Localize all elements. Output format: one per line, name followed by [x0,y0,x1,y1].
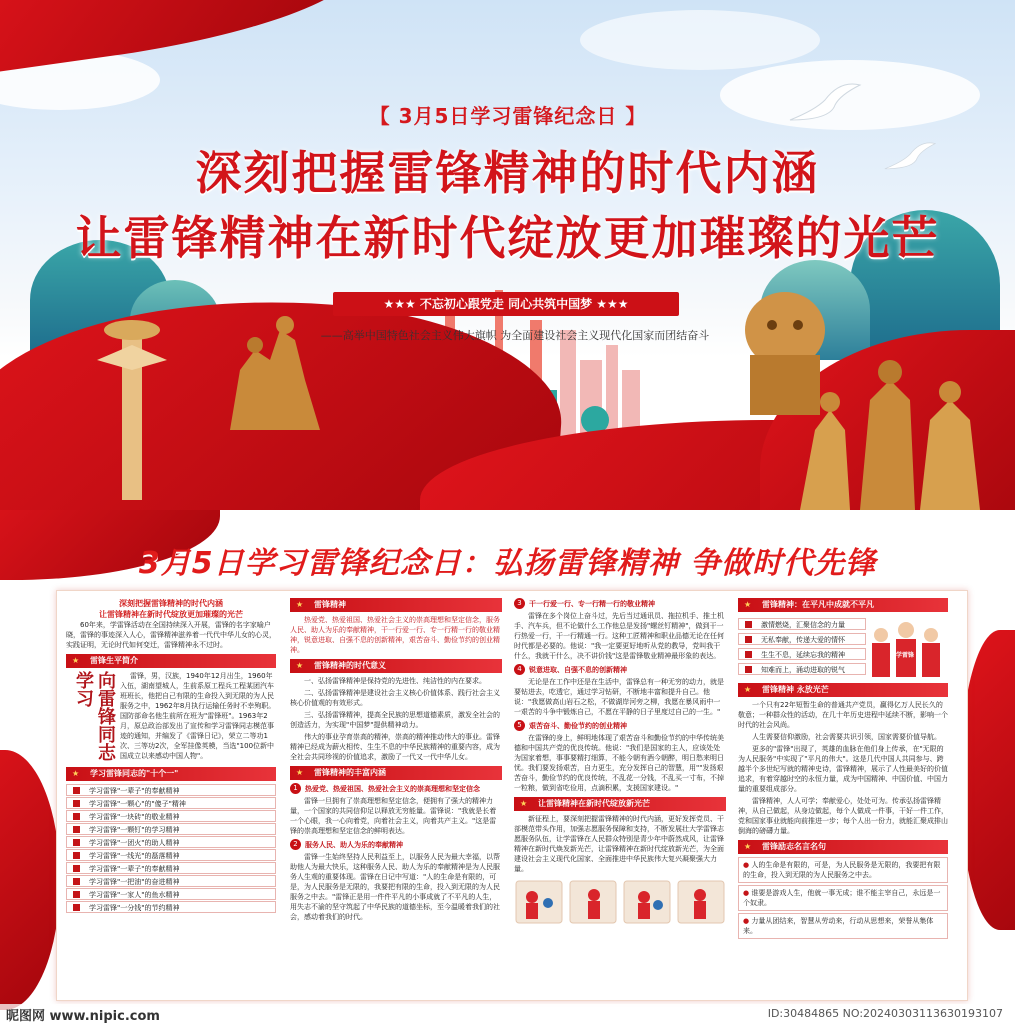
event-tag: 【 3月5日学习雷锋纪念日 】 [369,104,647,128]
banner-subline: ——高举中国特色社会主义伟大旗帜 为全面建设社会主义现代化国家而团结奋斗 [320,329,710,342]
intro-text: 60年来，学雷锋活动在全国持续深入开展，雷锋的名字家喻户晓，雷锋的事迹深入人心，雷锋精神滋养着一代代中华儿女的心灵，实践证明，无论时代如何变迁，雷锋精神永不过时。 [66,621,276,649]
list-item: 学习雷锋"一分钱"的节约精神 [66,901,276,913]
significance-text: 伟大的事业孕育崇高的精神，崇高的精神推动伟大的事业。雷锋精神已经成为薪火相传、生生不息的中华民族精神的重要内容，成为全社会共同珍视的价值追求，激励了一代又一代中华儿女。 [290,733,500,761]
intro-title: 深刻把握雷锋精神的时代内涵 让雷锋精神在新时代绽放更加璀璨的光芒 [99,599,243,619]
huabiao-column-illustration [92,300,172,500]
significance-3: 三、弘扬雷锋精神，提高全民族的思想道德素质，激发全社会的创造活力，为实现"中国梦"提供精神动力。 [290,711,500,729]
list-item: 学习雷锋"一家人"的鱼水精神 [66,888,276,900]
list-item: 学习雷锋"一团火"的助人精神 [66,836,276,848]
banner-title-line2: 让雷锋精神在新时代绽放更加璀璨的光芒 [75,211,940,265]
section-header-new-era: ★ 让雷锋精神在新时代绽放新光芒 [514,797,726,811]
shine-text-3: 更多的"雷锋"出现了，英雄的血脉在他们身上传承，在"无限的为人民服务"中实现了"平凡的伟大"。这是几代中国人共同参与、跨越半个多世纪写就的精神史诗，雷锋精神，展示了人性最美好的价值追求，有着穿越时空的永恒力量，成为中国精神、中国价值、中国力量的重要组成部分。 [738,745,948,793]
column-1 [66,598,276,914]
section-header-significance: ★ 雷锋精神的时代意义 [290,659,502,673]
dove-icon [785,80,865,130]
watermark-right: ID:30484865 NO:20240303113630193107 [767,1007,1003,1020]
ten-list [66,784,276,913]
red-ribbon-decoration [0,750,60,1010]
numbered-heading-4: 4 锐意进取、自强不息的创新精神 [514,664,726,675]
numbered-heading-2: 2 服务人民、助人为乐的奉献精神 [290,839,502,850]
list-item: 生生不息，延续忘我的精神 [738,648,866,660]
section-header-quotes: ★ 雷锋励志名言名句 [738,840,948,854]
connotation-text-3: 雷锋在多个岗位上奋斗过，先后当过通讯员、拖拉机手、推土机手、汽车兵，但不论做什么工作他总是发扬"螺丝钉精神"，做到干一行热爱一行，干一行精通一行。这种工匠精神和职业品德无论在任何时代都是必要的。他说："我一定要更好地听从党的教导，党叫我干什么，我就干什么，决不讲价钱"这是雷锋敬业精神最形象的表达。 [514,612,724,660]
list-item: 知难而上，涌动进取的锐气 [738,663,866,675]
list-item: 学习雷锋"一辈子"的奉献精神 [66,784,276,796]
board-title: 3月5日学习雷锋纪念日：弘扬雷锋精神 争做时代先锋 [138,546,877,581]
section-header-spirit: ★ 雷锋精神 [290,598,502,612]
quote-item: ● 人的生命是有限的，可是，为人民服务是无限的，我要把有限的生命，投入到无限的为人民服务之中去。 [738,857,948,883]
shine-text-1: 一个只有22年短暂生命的普通共产党员，赢得亿万人民长久的敬意；一种群众性的活动，在几十年历史进程中延续不断，影响一个时代的社会风尚。 [738,701,948,729]
new-era-text: 新征程上，要深刻把握雷锋精神的时代内涵，更好发挥党员、干部模范带头作用，加强志愿服务保障和支持，不断发展壮大学雷锋志愿服务队伍，让学雷锋在人民群众特别是青少年中蔚然成风，让雷锋精神在新时代焕发新光芒，让雷锋精神在新时代绽放新光芒，为全面建设社会主义现代化国家、全面推进中华民族伟大复兴凝聚强大力量。 [514,815,724,873]
watermark-bar [0,1004,1015,1024]
significance-1: 一、弘扬雷锋精神是保持党的先进性、纯洁性的内在要求。 [304,677,486,685]
worker-statue-illustration [790,350,990,510]
connotation-text-1: 雷锋一旦拥有了崇高理想和坚定信念，便拥有了强大的精神力量，一个国家的共同信仰足以释放无穷能量。雷锋说："我就是长着一个心眼，我一心向着党，向着社会主义，向着共产主义。"这是雷锋的崇高理想和坚定信念的鲜明表达。 [290,797,497,835]
volunteer-figures-illustration [866,615,946,679]
section-header-ordinary: ★ 雷锋精神：在平凡中成就不平凡 [738,598,948,612]
list-item: 学习雷锋"一颗心"的"傻子"精神 [66,797,276,809]
section-header-shine: ★ 雷锋精神 永放光芒 [738,683,948,697]
section-header-ten: ★ 学习雷锋同志的"十个一" [66,767,276,781]
handwriting-signature: 向雷锋同志学习 [73,671,116,761]
connotation-text-4: 无论是在工作中还是在生活中，雷锋总有一种无穷的动力，就是要钻进去，吃透它，通过学习钻研，不断地丰富和提升自己。他说："我愿做高山岩石之松，不做湖岸河旁之柳，我愿在暴风雨中一一艰苦的斗争中锻炼自己，不愿在平静的日子里度过自己的一生。" [514,678,724,716]
list-item: 无私奉献，传递大爱的情怀 [738,633,866,645]
numbered-heading-1: 1 热爱党、热爱祖国、热爱社会主义的崇高理想和坚定信念 [290,783,502,794]
slogan-ribbon: ★★★ 不忘初心跟党走 同心共筑中国梦 ★★★ [333,292,679,316]
ordinary-list [738,615,866,679]
quote-item: ● 谁要是游戏人生，他就一事无成；谁不能主宰自己，永远是一个奴隶。 [738,885,948,911]
banner-title-line1: 深刻把握雷锋精神的时代内涵 [195,146,820,200]
shine-text-4: 雷锋精神，人人可学；奉献爱心，处处可为。传承弘扬雷锋精神，从自己做起，从身边做起，每个人做成一件事，干好一件工作，党和国家事业就能向前推进一步；每个人出一份力，就能汇聚成排山倒海的磅礴力量。 [738,797,948,835]
list-item: 激情燃烧，汇聚信念的力量 [738,618,866,630]
list-item: 学习雷锋"一线光"的磊落精神 [66,849,276,861]
section-header-connotation: ★ 雷锋精神的丰富内涵 [290,766,502,780]
volunteer-illustrations [514,879,726,925]
bio-block [66,671,276,763]
top-banner [0,0,1015,510]
badge-learn-leifeng: 学雷锋 [896,652,915,659]
column-4 [738,598,948,941]
section-header-bio: ★ 雷锋生平简介 [66,654,276,668]
list-item: 学习雷锋"一块砖"的敬业精神 [66,810,276,822]
column-3 [514,598,726,928]
cloud-decoration [580,10,820,70]
quote-item: ● 力量从团结来，智慧从劳动来，行动从思想来，荣誉从集体来。 [738,913,948,939]
connotation-text-2: 雷锋一生始终坚持人民利益至上，以服务人民为最大幸福，以帮助他人为最大快乐，这种服务人民、助人为乐的奉献精神是为人民服务人生观的重要体现。雷锋在日记中写道："人的生命是有限的，可是，为人民服务是无限的，我要把有限的生命，投入到无限的为人民服务之中去。"雷锋正是用一件件平凡的小事成就了不平凡的人生，用失志不渝的坚守筑起了中华民族的道德坐标，至今温暖着我们的社会，感动着我们的时代。 [290,853,500,921]
list-item: 学习雷锋"一颗钉"的学习精神 [66,823,276,835]
bio-text: 雷锋，男，汉族，1940年12月出生，1960年入伍，湖南望城人，生前系原工程兵工程某团汽车班班长，他把自己有限的生命投入到无限的为人民服务之中，1962年8月执行运输任务时不幸殉职。国防部命名他生前所在班为"雷锋班"。1963年2月，原总政治部发出了宣传和学习雷锋同志模范事迹的通知，并编发了《雷锋日记》，荣立二等功1次、三等功2次，全军挂像英模，当选"100位新中国成立以来感动中国人物"。 [120,672,276,760]
numbered-heading-3: 3 干一行爱一行、专一行精一行的敬业精神 [514,598,726,609]
ordinary-block [738,615,948,679]
list-item: 学习雷锋"一辈子"的奉献精神 [66,862,276,874]
red-ribbon-decoration [960,630,1015,930]
connotation-text-5: 在雷锋的身上，鲜明地体现了艰苦奋斗和勤俭节约的中华传统美德和中国共产党的优良传统。他说："我们是国家的主人，应该处处为国家着想，事事要精打细算，不能今朝有酒今朝醉，明日愁来明日忧。我们要发扬艰苦，自力更生，充分发挥自己的智慧，用""发扬艰苦奋斗，勤俭节约的优良传统，不乱花一分钱，不乱买一寸布，不掉一粒粮，做到省吃俭用，点滴积累，支援国家建设。" [514,734,724,792]
list-item: 学习雷锋"一把油"的奋进精神 [66,875,276,887]
spirit-text: 热爱党、热爱祖国、热爱社会主义的崇高理想和坚定信念，服务人民、助人为乐的奉献精神，干一行爱一行、专一行精一行的敬业精神，锐意进取、自强不息的创新精神，艰苦奋斗、勤俭节约的创业精神。 [290,616,500,654]
watermark-left: 昵图网 www.nipic.com [6,1009,160,1024]
column-2 [290,598,502,924]
significance-2: 二、弘扬雷锋精神是建设社会主义核心价值体系、践行社会主义核心价值观的有效形式。 [290,689,500,707]
numbered-heading-5: 5 艰苦奋斗、勤俭节约的创业精神 [514,720,726,731]
shine-text-2: 人生需要信仰激励，社会需要共识引领，国家需要价值导航。 [752,733,941,741]
bottom-board [0,510,1015,1024]
volunteer-figures-icon [866,615,946,679]
